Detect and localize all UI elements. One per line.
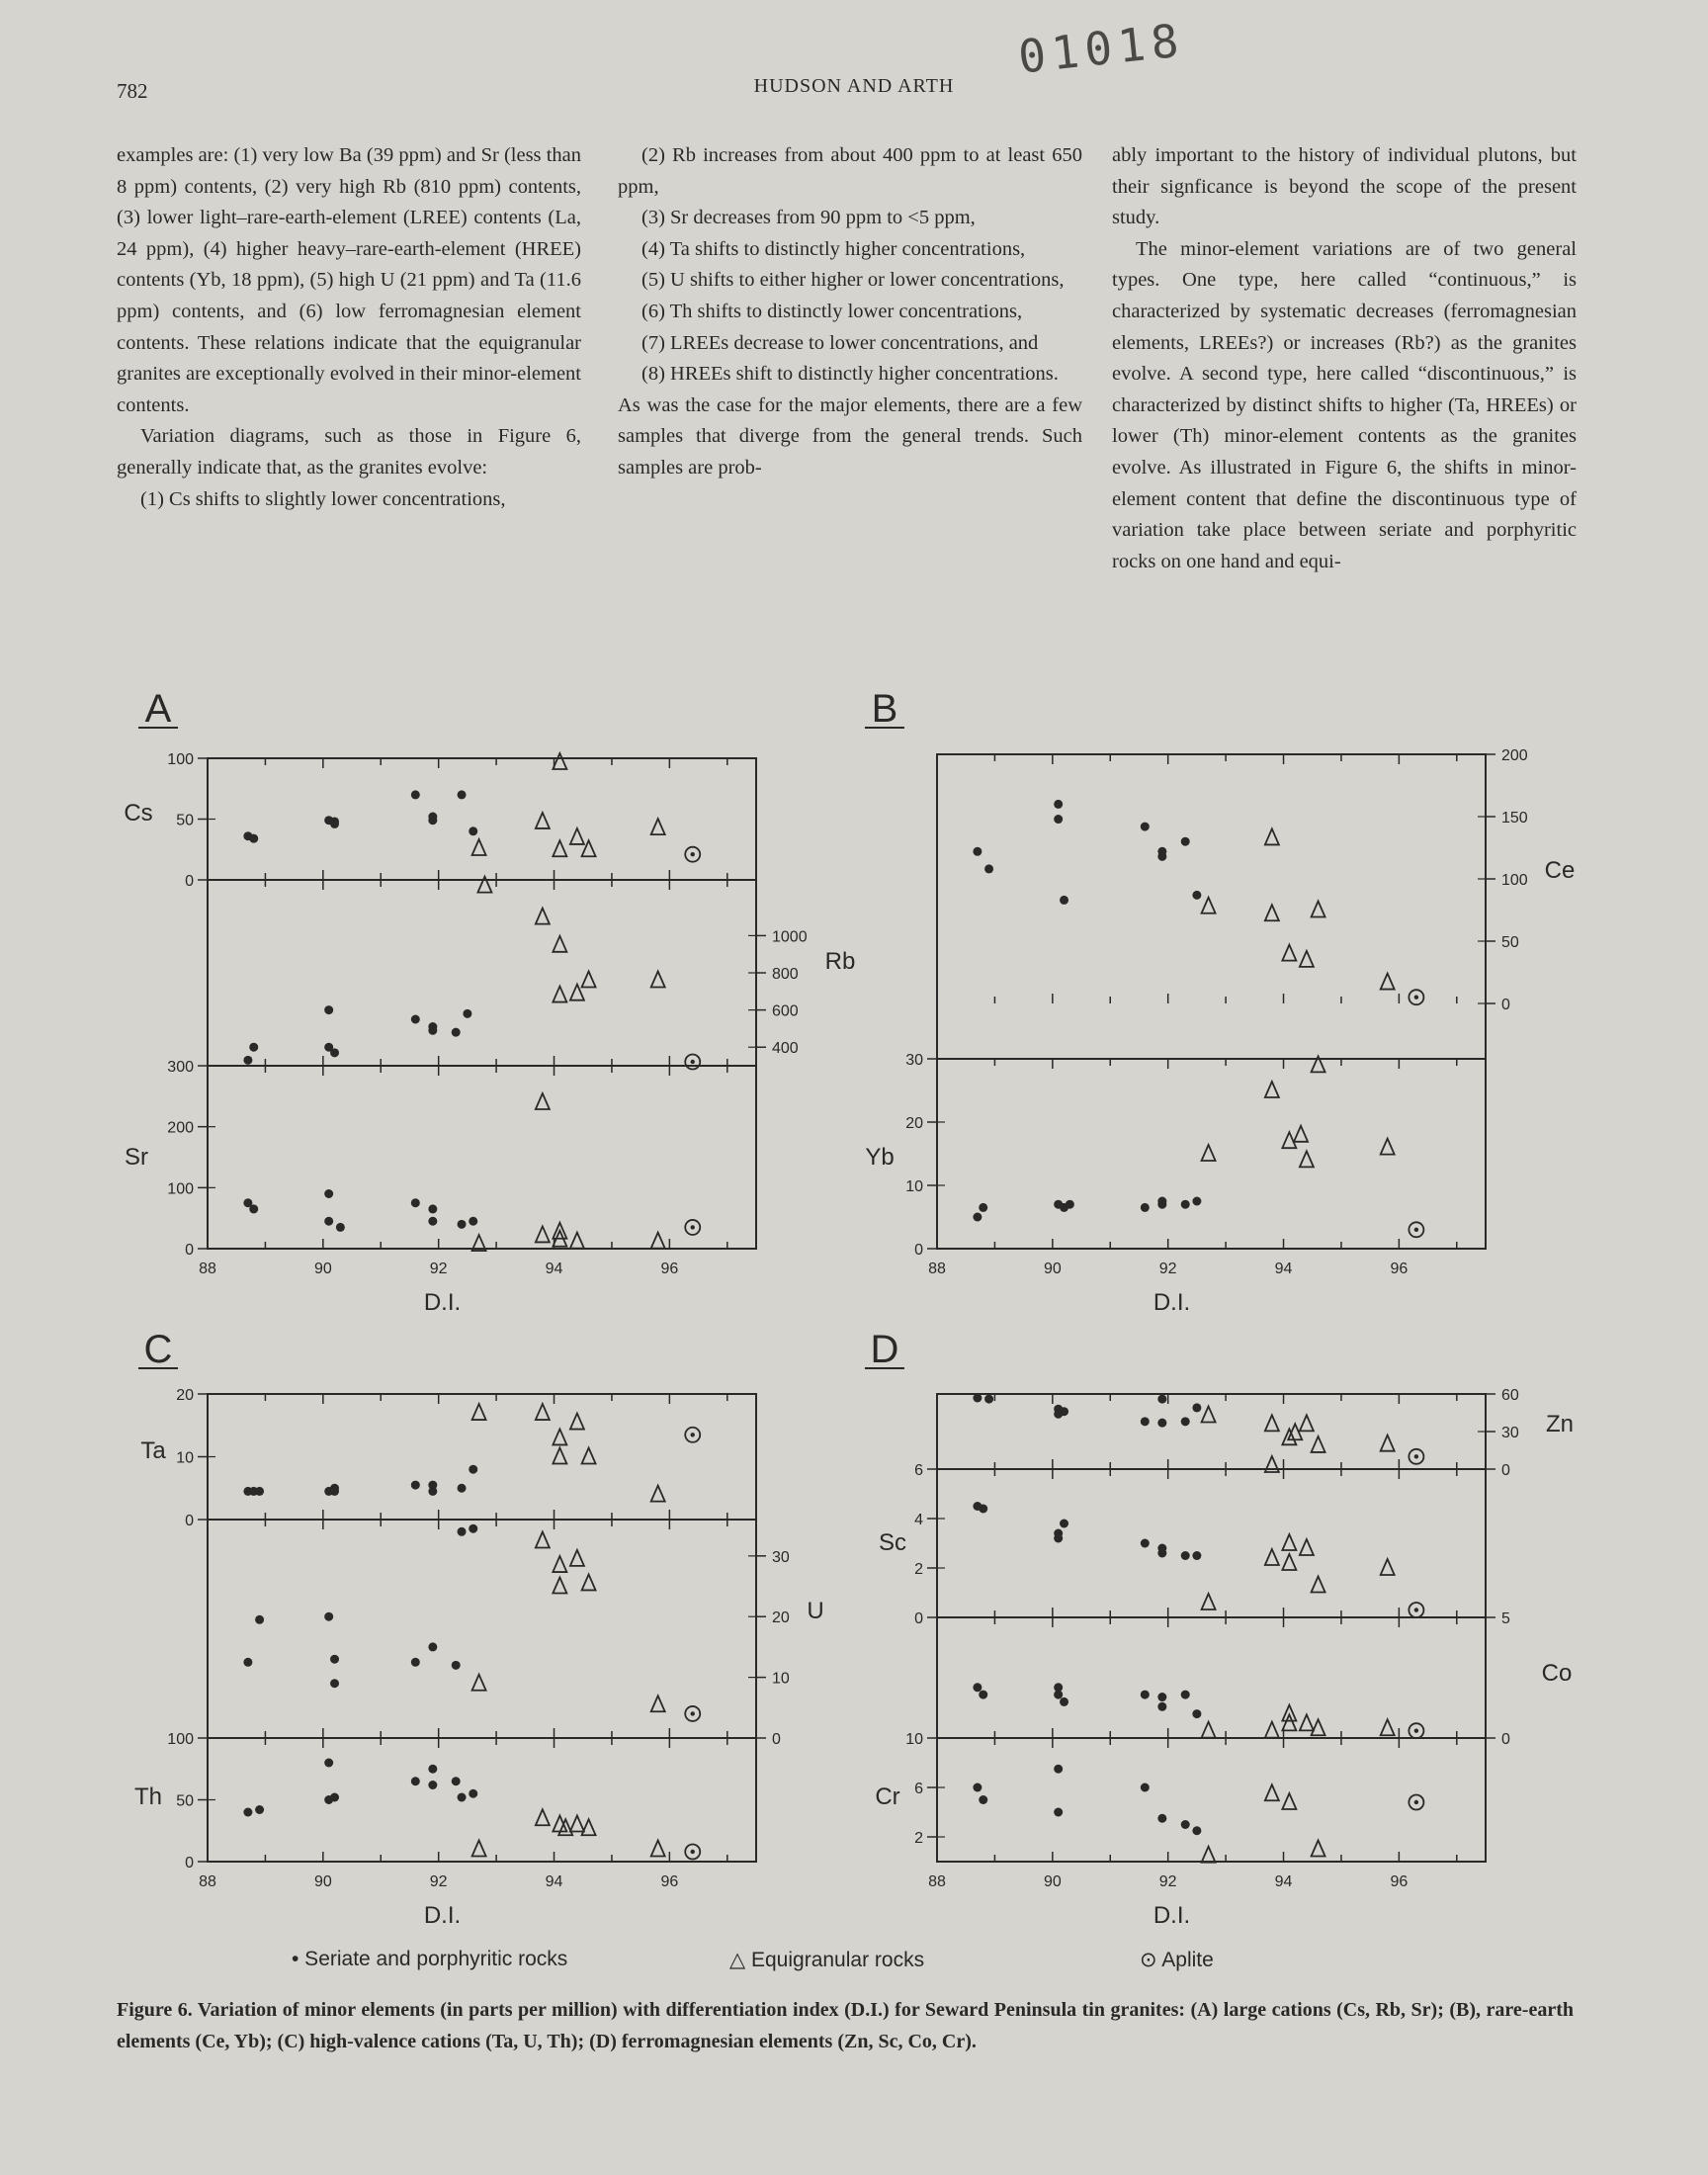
seriate-point <box>1141 1784 1150 1792</box>
x-tick-label: 90 <box>313 1873 332 1890</box>
seriate-point <box>428 1026 437 1035</box>
equigranular-point <box>1381 1559 1395 1575</box>
equigranular-point <box>570 1816 584 1832</box>
y-tick-label: 0 <box>185 873 194 890</box>
x-tick-label: 96 <box>1390 1873 1409 1890</box>
equigranular-point <box>536 1404 550 1420</box>
seriate-point <box>1157 1395 1166 1404</box>
aplite-point-center <box>1414 996 1418 1000</box>
y-tick-label: 100 <box>167 751 194 768</box>
paragraph: (8) HREEs shift to distinctly higher concentrations. <box>641 363 1059 386</box>
equigranular-point <box>553 1429 566 1444</box>
seriate-point <box>330 1655 339 1664</box>
seriate-point <box>452 1777 461 1785</box>
seriate-point <box>411 1015 420 1024</box>
y-tick-label: 200 <box>1501 747 1528 764</box>
seriate-point <box>1181 837 1190 846</box>
equigranular-point <box>1300 1539 1314 1555</box>
seriate-point <box>330 1048 339 1057</box>
equigranular-point <box>1282 945 1296 961</box>
seriate-point <box>411 790 420 799</box>
plot-frame <box>937 1394 1486 1862</box>
equigranular-point <box>1265 1722 1279 1738</box>
x-tick-label: 92 <box>1158 1261 1177 1277</box>
equigranular-point <box>472 1404 486 1420</box>
seriate-point <box>973 847 982 856</box>
seriate-point <box>1181 1200 1190 1209</box>
y-tick-label: 0 <box>1501 1731 1510 1748</box>
figure-caption: Figure 6. Variation of minor elements (in parts per million) with differentiation index (D.I.) for Seward Peninsula tin granites: (A) large cations (Cs, Rb, Sr); (B), rare-earth elements (Ce, Yb); (C) high-valence cations (Ta, U, Th); (D) ferromagnesian elements (Zn, Sc, Co, Cr). <box>117 1999 1574 2052</box>
y-axis-label-u: U <box>807 1598 824 1624</box>
seriate-point <box>336 1223 345 1232</box>
seriate-point <box>973 1394 982 1403</box>
x-tick-label: 94 <box>545 1873 563 1890</box>
y-tick-label: 100 <box>1501 872 1528 889</box>
seriate-point <box>1054 1808 1063 1817</box>
seriate-point <box>1157 852 1166 861</box>
equigranular-point <box>536 1809 550 1825</box>
y-tick-label: 1000 <box>772 928 808 946</box>
seriate-point <box>458 1220 467 1229</box>
paragraph: Variation diagrams, such as those in Figure 6, generally indicate that, as the granites evolve: <box>117 425 581 478</box>
equigranular-point <box>553 1556 566 1572</box>
equigranular-point <box>1265 905 1279 920</box>
seriate-point <box>411 1658 420 1667</box>
seriate-point <box>1192 1826 1201 1835</box>
y-axis-label-ce: Ce <box>1544 857 1576 884</box>
y-tick-label: 600 <box>772 1002 799 1020</box>
seriate-point <box>1181 1417 1190 1426</box>
equigranular-point <box>1282 1534 1296 1550</box>
y-tick-label: 20 <box>772 1610 790 1627</box>
equigranular-point <box>1202 1145 1216 1161</box>
equigranular-point <box>1312 1719 1325 1735</box>
seriate-point <box>428 816 437 825</box>
paragraph: (1) Cs shifts to slightly lower concentrations, <box>140 487 506 510</box>
seriate-point <box>1141 1691 1150 1699</box>
x-tick-label: 96 <box>660 1873 679 1890</box>
y-tick-label: 2 <box>914 1561 923 1578</box>
equigranular-point <box>651 1841 665 1857</box>
equigranular-point <box>1265 1082 1279 1097</box>
seriate-point <box>458 1527 467 1536</box>
y-axis-label-sc: Sc <box>878 1529 907 1556</box>
seriate-point <box>1157 1814 1166 1823</box>
equigranular-point <box>582 972 596 988</box>
seriate-point <box>428 1217 437 1226</box>
seriate-point <box>243 1808 252 1817</box>
equigranular-point <box>472 1841 486 1857</box>
y-tick-label: 30 <box>772 1548 790 1566</box>
seriate-point <box>1157 1419 1166 1428</box>
seriate-point <box>411 1481 420 1490</box>
y-tick-label: 50 <box>176 1792 194 1810</box>
seriate-point <box>330 1679 339 1688</box>
aplite-point-center <box>691 1225 695 1229</box>
plot-frame <box>937 754 1486 1249</box>
paragraph: (7) LREEs decrease to lower concentrations, and <box>641 331 1039 354</box>
equigranular-point <box>651 1696 665 1711</box>
running-head: HUDSON AND ARTH <box>753 75 955 97</box>
seriate-point <box>255 1615 264 1624</box>
paragraph: (6) Th shifts to distinctly lower concentrations, <box>641 300 1023 322</box>
seriate-point <box>1157 1549 1166 1558</box>
equigranular-point <box>1282 1554 1296 1570</box>
seriate-point <box>255 1487 264 1496</box>
y-axis-label-co: Co <box>1541 1660 1573 1687</box>
x-tick-label: 90 <box>1043 1873 1062 1890</box>
equigranular-point <box>1265 1784 1279 1800</box>
equigranular-point <box>536 909 550 924</box>
seriate-point <box>249 1043 258 1052</box>
seriate-point <box>1141 1539 1150 1548</box>
aplite-point-center <box>691 1850 695 1854</box>
x-tick-label: 90 <box>1043 1261 1062 1277</box>
equigranular-point <box>651 819 665 834</box>
panel-letter-b: B <box>871 687 898 731</box>
aplite-point-center <box>1414 1728 1418 1732</box>
equigranular-point <box>1282 1793 1296 1809</box>
equigranular-point <box>1202 1847 1216 1863</box>
y-tick-label: 0 <box>1501 997 1510 1013</box>
seriate-point <box>973 1213 982 1222</box>
paragraph: As was the case for the major elements, there are a few samples that diverge from the general trends. Such samples are prob- <box>618 393 1082 478</box>
seriate-point <box>1157 1702 1166 1711</box>
seriate-point <box>458 1793 467 1802</box>
seriate-point <box>324 1759 333 1768</box>
seriate-point <box>243 1056 252 1065</box>
seriate-point <box>1141 1203 1150 1212</box>
equigranular-point <box>1265 828 1279 844</box>
seriate-point <box>330 1793 339 1802</box>
equigranular-point <box>1265 1549 1279 1565</box>
equigranular-point <box>1381 1139 1395 1155</box>
y-tick-label: 30 <box>1501 1425 1519 1441</box>
seriate-point <box>411 1777 420 1785</box>
equigranular-point <box>1300 1151 1314 1167</box>
equigranular-point <box>1202 898 1216 914</box>
aplite-point-center <box>1414 1800 1418 1804</box>
seriate-point <box>1060 1407 1068 1416</box>
seriate-point <box>1054 1691 1063 1699</box>
equigranular-point <box>570 1233 584 1249</box>
seriate-point <box>979 1691 987 1699</box>
plot-frame <box>208 758 756 1249</box>
y-tick-label: 10 <box>176 1449 194 1467</box>
y-axis-label-yb: Yb <box>865 1144 895 1171</box>
x-axis-label: D.I. <box>423 1902 462 1929</box>
x-tick-label: 94 <box>545 1261 563 1277</box>
paragraph: The minor-element variations are of two general types. One type, here called “continuous,” is characterized by systematic decreases (ferromagnesian elements, LREEs?) or increases (Rb?) as the granites evolve. A second type, here called “discontinuous,” is characterized by distinct shifts to higher (Ta, HREEs) or lower (Th) minor-element contents as the granites evolve. As illustrated in Figure 6, the shifts in minor-element content that define the discontinuous type of variation take place between seriate and porphyritic rocks on one hand and equi- <box>1112 237 1577 572</box>
seriate-point <box>1181 1820 1190 1829</box>
y-tick-label: 0 <box>914 1242 923 1259</box>
seriate-point <box>463 1009 471 1018</box>
y-axis-label-zn: Zn <box>1545 1411 1575 1437</box>
equigranular-point <box>582 1448 596 1464</box>
seriate-point <box>1054 1534 1063 1543</box>
y-tick-label: 0 <box>185 1242 194 1259</box>
y-tick-label: 0 <box>185 1855 194 1871</box>
x-axis-label: D.I. <box>423 1289 462 1316</box>
aplite-point-center <box>691 1060 695 1064</box>
y-tick-label: 300 <box>167 1059 194 1076</box>
legend-equigranular: △ Equigranular rocks <box>729 1949 925 1971</box>
seriate-point <box>979 1505 987 1514</box>
seriate-point <box>330 1487 339 1496</box>
equigranular-point <box>1265 1415 1279 1431</box>
seriate-point <box>1054 815 1063 824</box>
equigranular-point <box>651 1233 665 1249</box>
seriate-point <box>1192 1551 1201 1560</box>
seriate-point <box>1157 1197 1166 1206</box>
equigranular-point <box>1381 974 1395 990</box>
y-tick-label: 20 <box>905 1115 923 1132</box>
seriate-point <box>979 1203 987 1212</box>
aplite-point-center <box>1414 1454 1418 1458</box>
seriate-point <box>243 1658 252 1667</box>
legend-seriate: • Seriate and porphyritic rocks <box>292 1948 568 1970</box>
paragraph: (2) Rb increases from about 400 ppm to at least 650 ppm, <box>618 144 1082 198</box>
paragraph: examples are: (1) very low Ba (39 ppm) and Sr (less than 8 ppm) contents, (2) very high Rb (810 ppm) contents, (3) lower light–rare-earth-element (LREE) contents (La, 24 ppm), (4) higher heavy–rare-earth-element (HREE) contents (Yb, 18 ppm), (5) high U (21 ppm) and Ta (11.6 ppm) contents, and (6) low ferromagnesian element contents. These relations indicate that the equigranular granites are exceptionally evolved in their minor-element contents. <box>117 144 581 416</box>
equigranular-point <box>553 1448 566 1464</box>
equigranular-point <box>1300 951 1314 967</box>
seriate-point <box>984 1395 993 1404</box>
y-tick-label: 20 <box>176 1387 194 1404</box>
seriate-point <box>984 864 993 873</box>
aplite-point-center <box>691 852 695 856</box>
equigranular-point <box>536 1226 550 1242</box>
seriate-point <box>1141 823 1150 831</box>
seriate-point <box>1066 1200 1074 1209</box>
y-tick-label: 100 <box>167 1731 194 1748</box>
seriate-point <box>469 826 477 835</box>
y-tick-label: 150 <box>1501 810 1528 826</box>
y-tick-label: 5 <box>1501 1610 1510 1627</box>
x-tick-label: 94 <box>1274 1873 1293 1890</box>
equigranular-point <box>1381 1719 1395 1735</box>
paragraph: ably important to the history of individual plutons, but their signficance is beyond the scope of the present study. <box>1112 144 1577 229</box>
seriate-point <box>1157 1693 1166 1701</box>
equigranular-point <box>582 1574 596 1590</box>
aplite-point-center <box>1414 1228 1418 1232</box>
x-tick-label: 88 <box>199 1873 216 1890</box>
y-tick-label: 100 <box>167 1180 194 1198</box>
y-tick-label: 0 <box>772 1731 781 1748</box>
panel-letter-d: D <box>870 1328 899 1371</box>
seriate-point <box>324 1005 333 1014</box>
y-tick-label: 400 <box>772 1040 799 1058</box>
y-tick-label: 6 <box>914 1781 923 1797</box>
seriate-point <box>1192 1197 1201 1206</box>
legend-aplite: ⊙ Aplite <box>1140 1949 1214 1971</box>
seriate-point <box>1192 1709 1201 1718</box>
equigranular-point <box>1381 1436 1395 1451</box>
y-tick-label: 10 <box>905 1731 923 1748</box>
seriate-point <box>411 1198 420 1207</box>
aplite-point-center <box>691 1711 695 1715</box>
seriate-point <box>428 1204 437 1213</box>
aplite-point-center <box>691 1433 695 1436</box>
x-tick-label: 88 <box>928 1873 946 1890</box>
seriate-point <box>1181 1551 1190 1560</box>
equigranular-point <box>1312 1436 1325 1452</box>
x-tick-label: 90 <box>313 1261 332 1277</box>
x-tick-label: 92 <box>1158 1873 1177 1890</box>
x-tick-label: 96 <box>660 1261 679 1277</box>
seriate-point <box>255 1805 264 1814</box>
equigranular-point <box>651 1486 665 1502</box>
y-tick-label: 10 <box>772 1670 790 1688</box>
equigranular-point <box>472 1675 486 1691</box>
plot-frame <box>208 1394 756 1862</box>
equigranular-point <box>1312 902 1325 917</box>
equigranular-point <box>570 828 584 844</box>
page-number: 782 <box>117 79 148 103</box>
seriate-point <box>324 1217 333 1226</box>
seriate-point <box>458 790 467 799</box>
equigranular-point <box>570 1414 584 1430</box>
seriate-point <box>452 1028 461 1037</box>
equigranular-point <box>472 839 486 855</box>
seriate-point <box>249 834 258 843</box>
seriate-point <box>428 1642 437 1651</box>
seriate-point <box>1054 800 1063 809</box>
paragraph: (4) Ta shifts to distinctly higher concentrations, <box>641 237 1026 260</box>
seriate-point <box>1181 1691 1190 1699</box>
seriate-point <box>469 1789 477 1798</box>
equigranular-point <box>1300 1415 1314 1431</box>
equigranular-point <box>1202 1407 1216 1423</box>
panel-letter-a: A <box>144 687 172 731</box>
x-tick-label: 88 <box>928 1261 946 1277</box>
y-axis-label-ta: Ta <box>140 1437 166 1464</box>
seriate-point <box>452 1661 461 1670</box>
equigranular-point <box>536 813 550 828</box>
equigranular-point <box>1312 1841 1325 1857</box>
y-axis-label-sr: Sr <box>125 1144 148 1171</box>
y-tick-label: 2 <box>914 1830 923 1847</box>
y-tick-label: 0 <box>185 1513 194 1529</box>
x-tick-label: 94 <box>1274 1261 1293 1277</box>
seriate-point <box>324 1612 333 1621</box>
seriate-point <box>249 1204 258 1213</box>
paragraph: (5) U shifts to either higher or lower concentrations, <box>641 269 1065 292</box>
x-tick-label: 92 <box>429 1261 448 1277</box>
x-tick-label: 96 <box>1390 1261 1409 1277</box>
y-axis-label-cr: Cr <box>875 1784 900 1810</box>
seriate-point <box>469 1465 477 1474</box>
accession-stamp: 01018 <box>1015 13 1187 84</box>
equigranular-point <box>536 1531 550 1547</box>
equigranular-point <box>553 1578 566 1594</box>
aplite-point-center <box>1414 1608 1418 1611</box>
seriate-point <box>428 1487 437 1496</box>
paragraph: (3) Sr decreases from 90 ppm to <5 ppm, <box>641 207 976 229</box>
seriate-point <box>324 1189 333 1198</box>
y-tick-label: 6 <box>914 1462 923 1479</box>
y-axis-label-rb: Rb <box>824 948 856 975</box>
y-tick-label: 10 <box>905 1178 923 1195</box>
seriate-point <box>330 820 339 828</box>
seriate-point <box>1060 1520 1068 1528</box>
x-tick-label: 88 <box>199 1261 216 1277</box>
seriate-point <box>973 1683 982 1692</box>
seriate-point <box>1192 1403 1201 1412</box>
y-tick-label: 4 <box>914 1512 923 1528</box>
equigranular-point <box>570 1550 584 1566</box>
seriate-point <box>1192 891 1201 900</box>
equigranular-point <box>553 987 566 1002</box>
x-axis-label: D.I. <box>1153 1902 1191 1929</box>
seriate-point <box>979 1795 987 1804</box>
y-tick-label: 50 <box>176 812 194 829</box>
equigranular-point <box>1294 1126 1308 1142</box>
seriate-point <box>973 1784 982 1792</box>
equigranular-point <box>553 840 566 856</box>
equigranular-point <box>1312 1577 1325 1593</box>
equigranular-point <box>553 936 566 952</box>
seriate-point <box>469 1524 477 1533</box>
y-axis-label-th: Th <box>133 1784 163 1810</box>
y-tick-label: 30 <box>905 1052 923 1069</box>
equigranular-point <box>1202 1594 1216 1610</box>
equigranular-point <box>651 972 665 988</box>
equigranular-point <box>553 753 566 769</box>
seriate-point <box>1060 1697 1068 1706</box>
seriate-point <box>469 1217 477 1226</box>
equigranular-point <box>1300 1714 1314 1730</box>
seriate-point <box>428 1765 437 1774</box>
panel-letter-c: C <box>143 1328 173 1371</box>
y-tick-label: 0 <box>914 1610 923 1627</box>
equigranular-point <box>536 1093 550 1109</box>
x-tick-label: 92 <box>429 1873 448 1890</box>
y-tick-label: 800 <box>772 966 799 983</box>
y-tick-label: 200 <box>167 1119 194 1137</box>
x-axis-label: D.I. <box>1153 1289 1191 1316</box>
seriate-point <box>1054 1765 1063 1774</box>
equigranular-point <box>1202 1722 1216 1738</box>
seriate-point <box>428 1781 437 1789</box>
y-tick-label: 50 <box>1501 934 1519 951</box>
seriate-point <box>458 1484 467 1493</box>
y-axis-label-cs: Cs <box>124 800 153 826</box>
seriate-point <box>1141 1417 1150 1426</box>
y-tick-label: 60 <box>1501 1387 1519 1404</box>
y-tick-label: 0 <box>1501 1462 1510 1479</box>
equigranular-point <box>582 1819 596 1835</box>
seriate-point <box>1060 896 1068 905</box>
